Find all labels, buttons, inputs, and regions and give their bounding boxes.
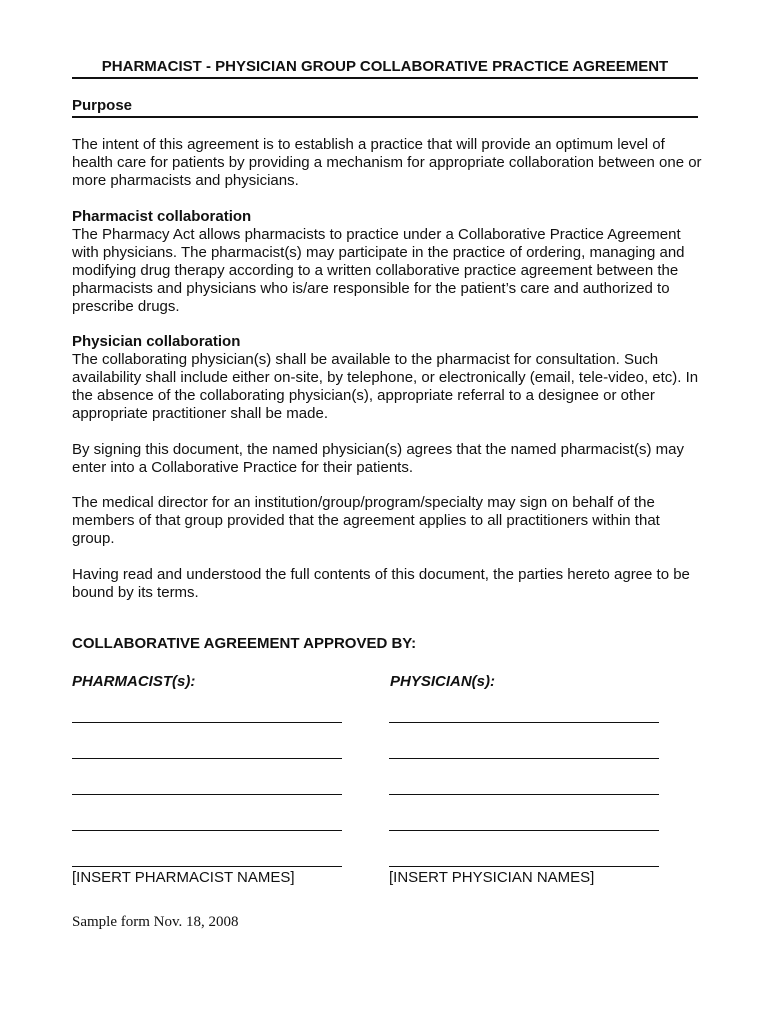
pharmacist-signature-line[interactable]	[72, 866, 342, 867]
pharmacist-collaboration-text: The Pharmacy Act allows pharmacists to practice under a Collaborative Practice Agreement with physicians. The pharmacist(s) may participate in the practice of ordering, managing and modifying drug therapy according to a written collaborative practice agreement between the pharmacists and physicians who is/are responsible for the patient’s care and authorized to prescribe drugs.	[72, 226, 685, 315]
physician-signature-line[interactable]	[389, 794, 659, 795]
pharmacist-names-placeholder: [INSERT PHARMACIST NAMES]	[72, 869, 295, 886]
physicians-label: PHYSICIAN(s):	[390, 673, 496, 690]
medical-director-paragraph: The medical director for an institution/group/program/specialty may sign on behalf of the members of that group provided that the agreement applies to all practitioners within that group.	[72, 494, 660, 547]
pharmacists-label: PHARMACIST(s):	[72, 673, 196, 690]
intro-paragraph: The intent of this agreement is to establish a practice that will provide an optimum level of health care for patients by providing a mechanism for appropriate collaboration between one or more pharmacists and physicians.	[72, 136, 702, 189]
physician-signature-line[interactable]	[389, 758, 659, 759]
bound-paragraph: Having read and understood the full contents of this document, the parties hereto agree to be bound by its terms.	[72, 566, 690, 601]
physician-collaboration-heading: Physician collaboration	[72, 333, 241, 350]
physician-signature-line[interactable]	[389, 830, 659, 831]
document-title: PHARMACIST - PHYSICIAN GROUP COLLABORATIVE PRACTICE AGREEMENT	[72, 58, 698, 79]
signing-paragraph: By signing this document, the named physician(s) agrees that the named pharmacist(s) may enter into a Collaborative Practice for their patients.	[72, 441, 684, 476]
physician-signature-line[interactable]	[389, 866, 659, 867]
physician-collaboration-text: The collaborating physician(s) shall be available to the pharmacist for consultation. Such availability shall include either on-site, by telephone, or electronically (email, tele-video, etc). In the absence of the collaborating physician(s), appropriate referral to a designee or other appropriate practitioner shall be made.	[72, 351, 699, 422]
pharmacist-collaboration-section	[72, 208, 702, 316]
pharmacist-signature-line[interactable]	[72, 794, 342, 795]
physician-names-placeholder: [INSERT PHYSICIAN NAMES]	[389, 869, 595, 886]
physician-signature-line[interactable]	[389, 722, 659, 723]
pharmacist-signature-line[interactable]	[72, 722, 342, 723]
pharmacist-signature-line[interactable]	[72, 830, 342, 831]
footer-date: Sample form Nov. 18, 2008	[72, 914, 239, 930]
physician-collaboration-section	[72, 333, 702, 423]
approved-by-heading: COLLABORATIVE AGREEMENT APPROVED BY:	[72, 635, 417, 652]
purpose-heading: Purpose	[72, 97, 698, 118]
pharmacist-collaboration-heading: Pharmacist collaboration	[72, 208, 252, 225]
pharmacist-signature-line[interactable]	[72, 758, 342, 759]
